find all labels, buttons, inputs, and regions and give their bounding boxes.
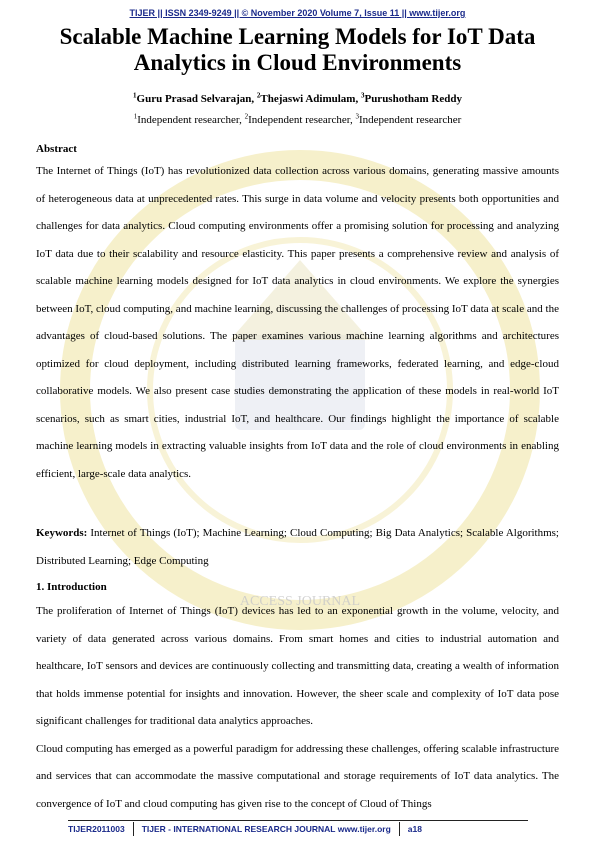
affil-3-text: Independent researcher: [358, 114, 462, 126]
affil-2-text: Independent researcher,: [248, 114, 356, 126]
abstract-text: The Internet of Things (IoT) has revolutionized data collection across various domains, generating massive amounts of heterogeneous data at unprecedented rates. This surge in data volume and velocity presents both opportunities and challenges for data analytics. Cloud computing environments offer a promising solution for processing and analyzing IoT data due to their scalability and resource elasticity. This paper presents a comprehensive review and analysis of scalable machine learning models designed for IoT data analytics in cloud environments. We explore the synergies between IoT, cloud computing, and machine learning, discussing the challenges of processing IoT data at scale and the advantages of cloud-based solutions. The paper examines various machine learning algorithms and architectures optimized for cloud deployment, including distributed learning frameworks, federated learning, and edge-cloud collaborative models. We also present case studies demonstrating the application of these models in real-world IoT scenarios, such as smart cities, industrial IoT, and healthcare. Our findings highlight the importance of scalable machine learning models in extracting valuable insights from IoT data and the role of cloud environments in enabling efficient, large-scale data analytics.: [36, 165, 559, 480]
author-1-name: Guru Prasad Selvarajan,: [136, 93, 257, 105]
abstract-heading: Abstract: [36, 143, 77, 155]
keywords-text: Internet of Things (IoT); Machine Learning; Cloud Computing; Big Data Analytics; Scalable Algorithms; Distributed Learning; Edge Computing: [36, 527, 559, 567]
keywords: [36, 520, 559, 575]
watermark-text: ACCESS JOURNAL: [239, 594, 361, 609]
affil-1-text: Independent researcher,: [137, 114, 245, 126]
intro-paragraph-1: The proliferation of Internet of Things (IoT) devices has led to an exponential growth in the volume, velocity, and variety of data generated across various domains. From smart homes and cities to industrial automation and healthcare, IoT sensors and devices are continuously collecting and transmitting data, creating a wealth of information that holds immense potential for insights and innovation. However, the sheer scale and complexity of IoT data pose significant challenges for traditional data analytics approaches.: [36, 605, 559, 727]
page-footer: [68, 822, 528, 836]
introduction-heading: 1. Introduction: [36, 581, 107, 593]
introduction-body: [36, 598, 559, 818]
keywords-label: Keywords:: [36, 527, 88, 539]
paper-title: Scalable Machine Learning Models for IoT Data Analytics in Cloud Environments: [59, 24, 536, 75]
author-2-name: Thejaswi Adimulam,: [260, 93, 361, 105]
author-2-num: 2: [256, 91, 261, 100]
footer-separator: [133, 822, 134, 836]
affiliation-list: [20, 114, 575, 126]
author-list: [20, 93, 575, 105]
footer-paper-code: TIJER2011003: [68, 824, 125, 834]
footer-journal-link[interactable]: TIJER - INTERNATIONAL RESEARCH JOURNAL www.tijer.org: [141, 824, 391, 834]
author-3-num: 3: [360, 91, 365, 100]
author-3-name: Purushotham Reddy: [364, 93, 462, 105]
affil-3-num: 3: [355, 112, 359, 121]
footer-page-number: a18: [407, 824, 422, 834]
journal-header[interactable]: TIJER || ISSN 2349-9249 || © November 2020 Volume 7, Issue 11 || www.tijer.org: [129, 8, 466, 18]
affil-1-num: 1: [133, 112, 138, 121]
footer-rule: [68, 820, 528, 821]
intro-paragraph-2: Cloud computing has emerged as a powerful paradigm for addressing these challenges, offering scalable infrastructure and services that can accommodate the massive computational and storage requirements of IoT data analytics. The convergence of IoT and cloud computing has given rise to the concept of Cloud of Things: [36, 742, 559, 810]
author-1-num: 1: [133, 91, 137, 100]
affil-2-num: 2: [244, 112, 249, 121]
footer-separator: [399, 822, 400, 836]
